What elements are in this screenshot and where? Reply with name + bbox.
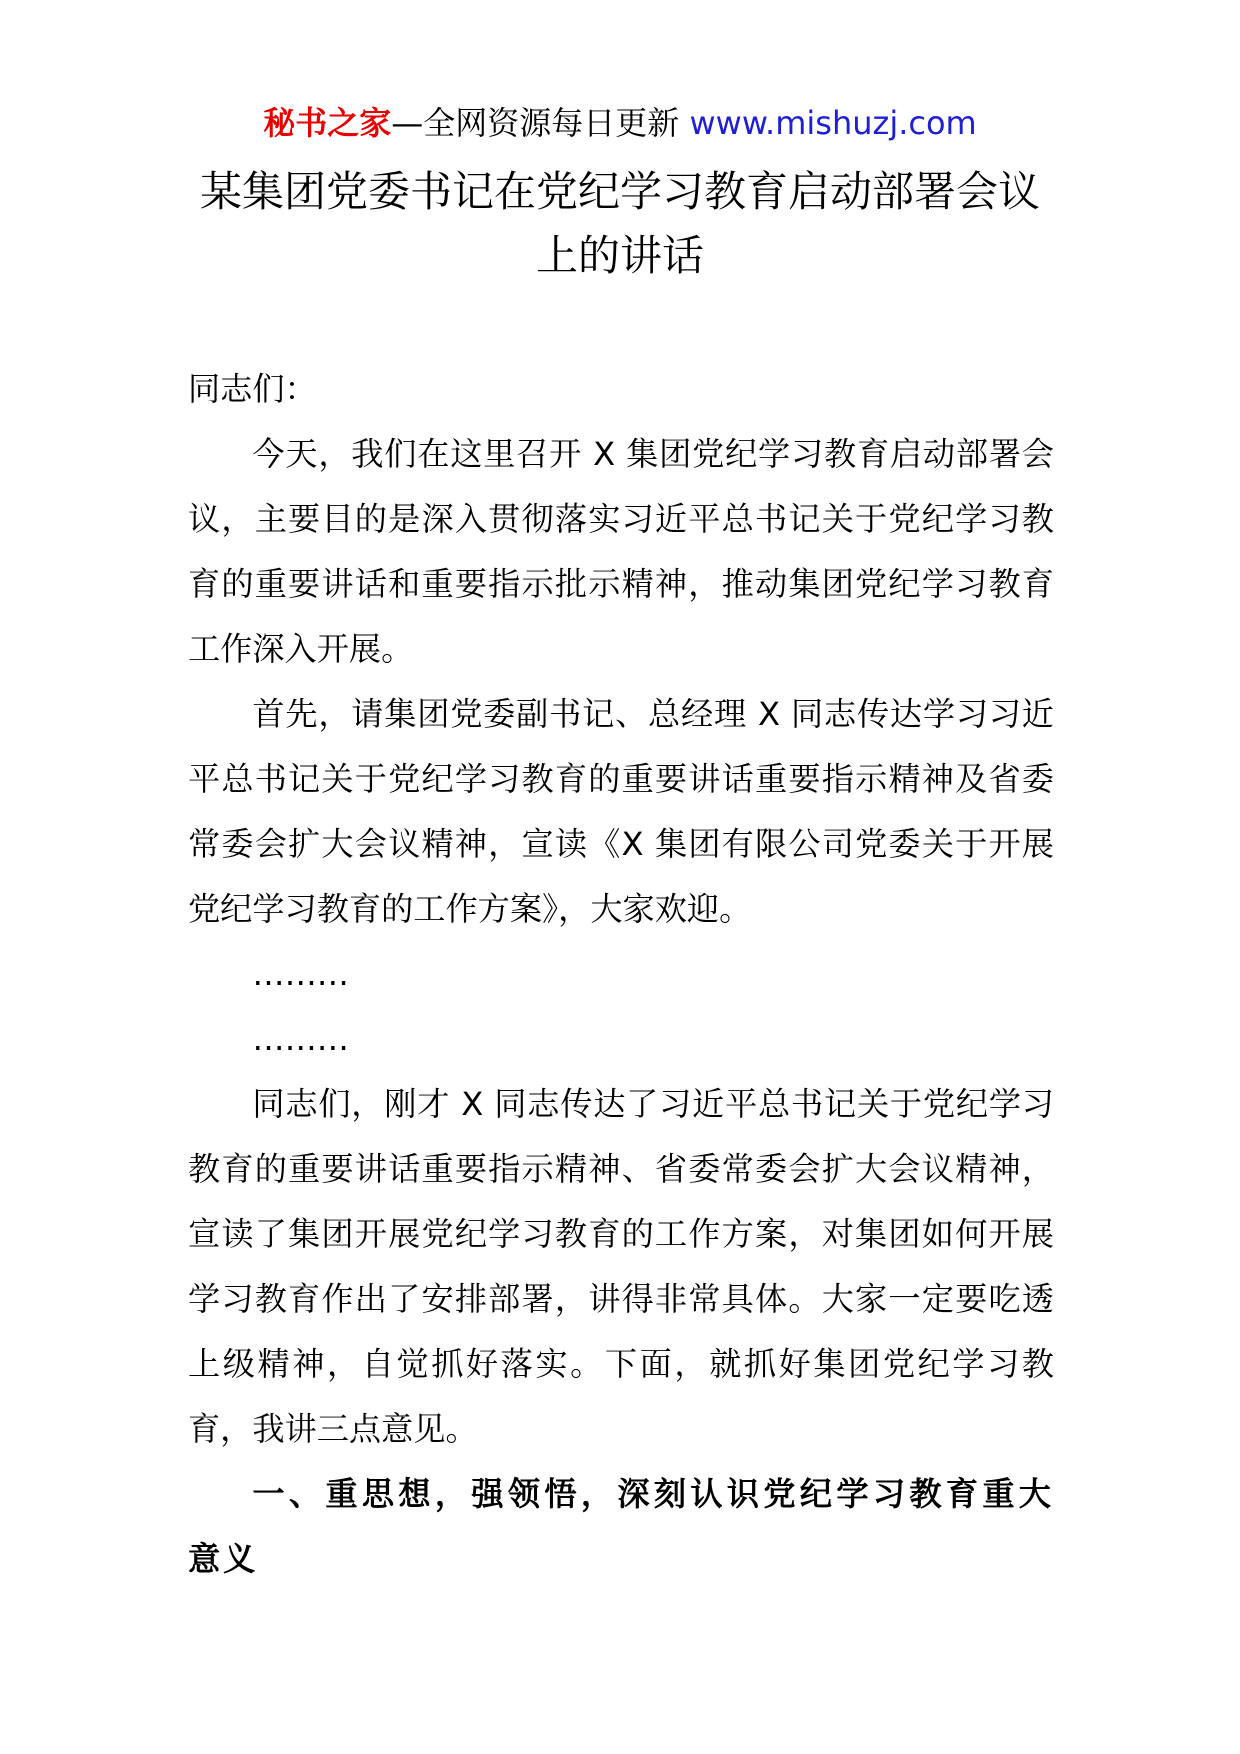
title-line-1: 某集团党委书记在党纪学习教育启动部署会议 — [199, 167, 1040, 216]
paragraph-agenda: 首先，请集团党委副书记、总经理 X 同志传达学习习近平总书记关于党纪学习教育的重要讲话重要指示精神及省委常委会扩大会议精神，宣读《X 集团有限公司党委关于开展党纪学习教育的工作方案》，大家欢迎。 — [188, 695, 1054, 928]
salutation: 同志们： — [188, 370, 317, 408]
paragraph-summary: 同志们，刚才 X 同志传达了习近平总书记关于党纪学习教育的重要讲话重要指示精神、省委常委会扩大会议精神，宣读了集团开展党纪学习教育的工作方案，对集团如何开展学习教育作出了安排部署，讲得非常具体。大家一定要吃透上级精神，自觉抓好落实。下面，就抓好集团党纪学习教育，我讲三点意见。 — [188, 1085, 1054, 1448]
paragraph-opening: 今天，我们在这里召开 X 集团党纪学习教育启动部署会议，主要目的是深入贯彻落实习近平总书记关于党纪学习教育的重要讲话和重要指示批示精神，推动集团党纪学习教育工作深入开展。 — [188, 435, 1054, 668]
title-line-2: 上的讲话 — [535, 231, 704, 280]
section-heading: 一、重思想，强领悟，深刻认识党纪学习教育重大意义 — [188, 1475, 1054, 1578]
ellipsis-line: ……… — [252, 1020, 349, 1058]
site-tagline: —全网资源每日更新 — [391, 104, 690, 142]
document-body — [188, 357, 1054, 1592]
brand-name: 秘书之家 — [263, 104, 392, 142]
ellipsis-line: ……… — [252, 955, 349, 993]
site-header — [0, 98, 1240, 148]
document-title — [180, 160, 1060, 288]
site-url-link[interactable]: www.mishuzj.com — [689, 104, 977, 142]
